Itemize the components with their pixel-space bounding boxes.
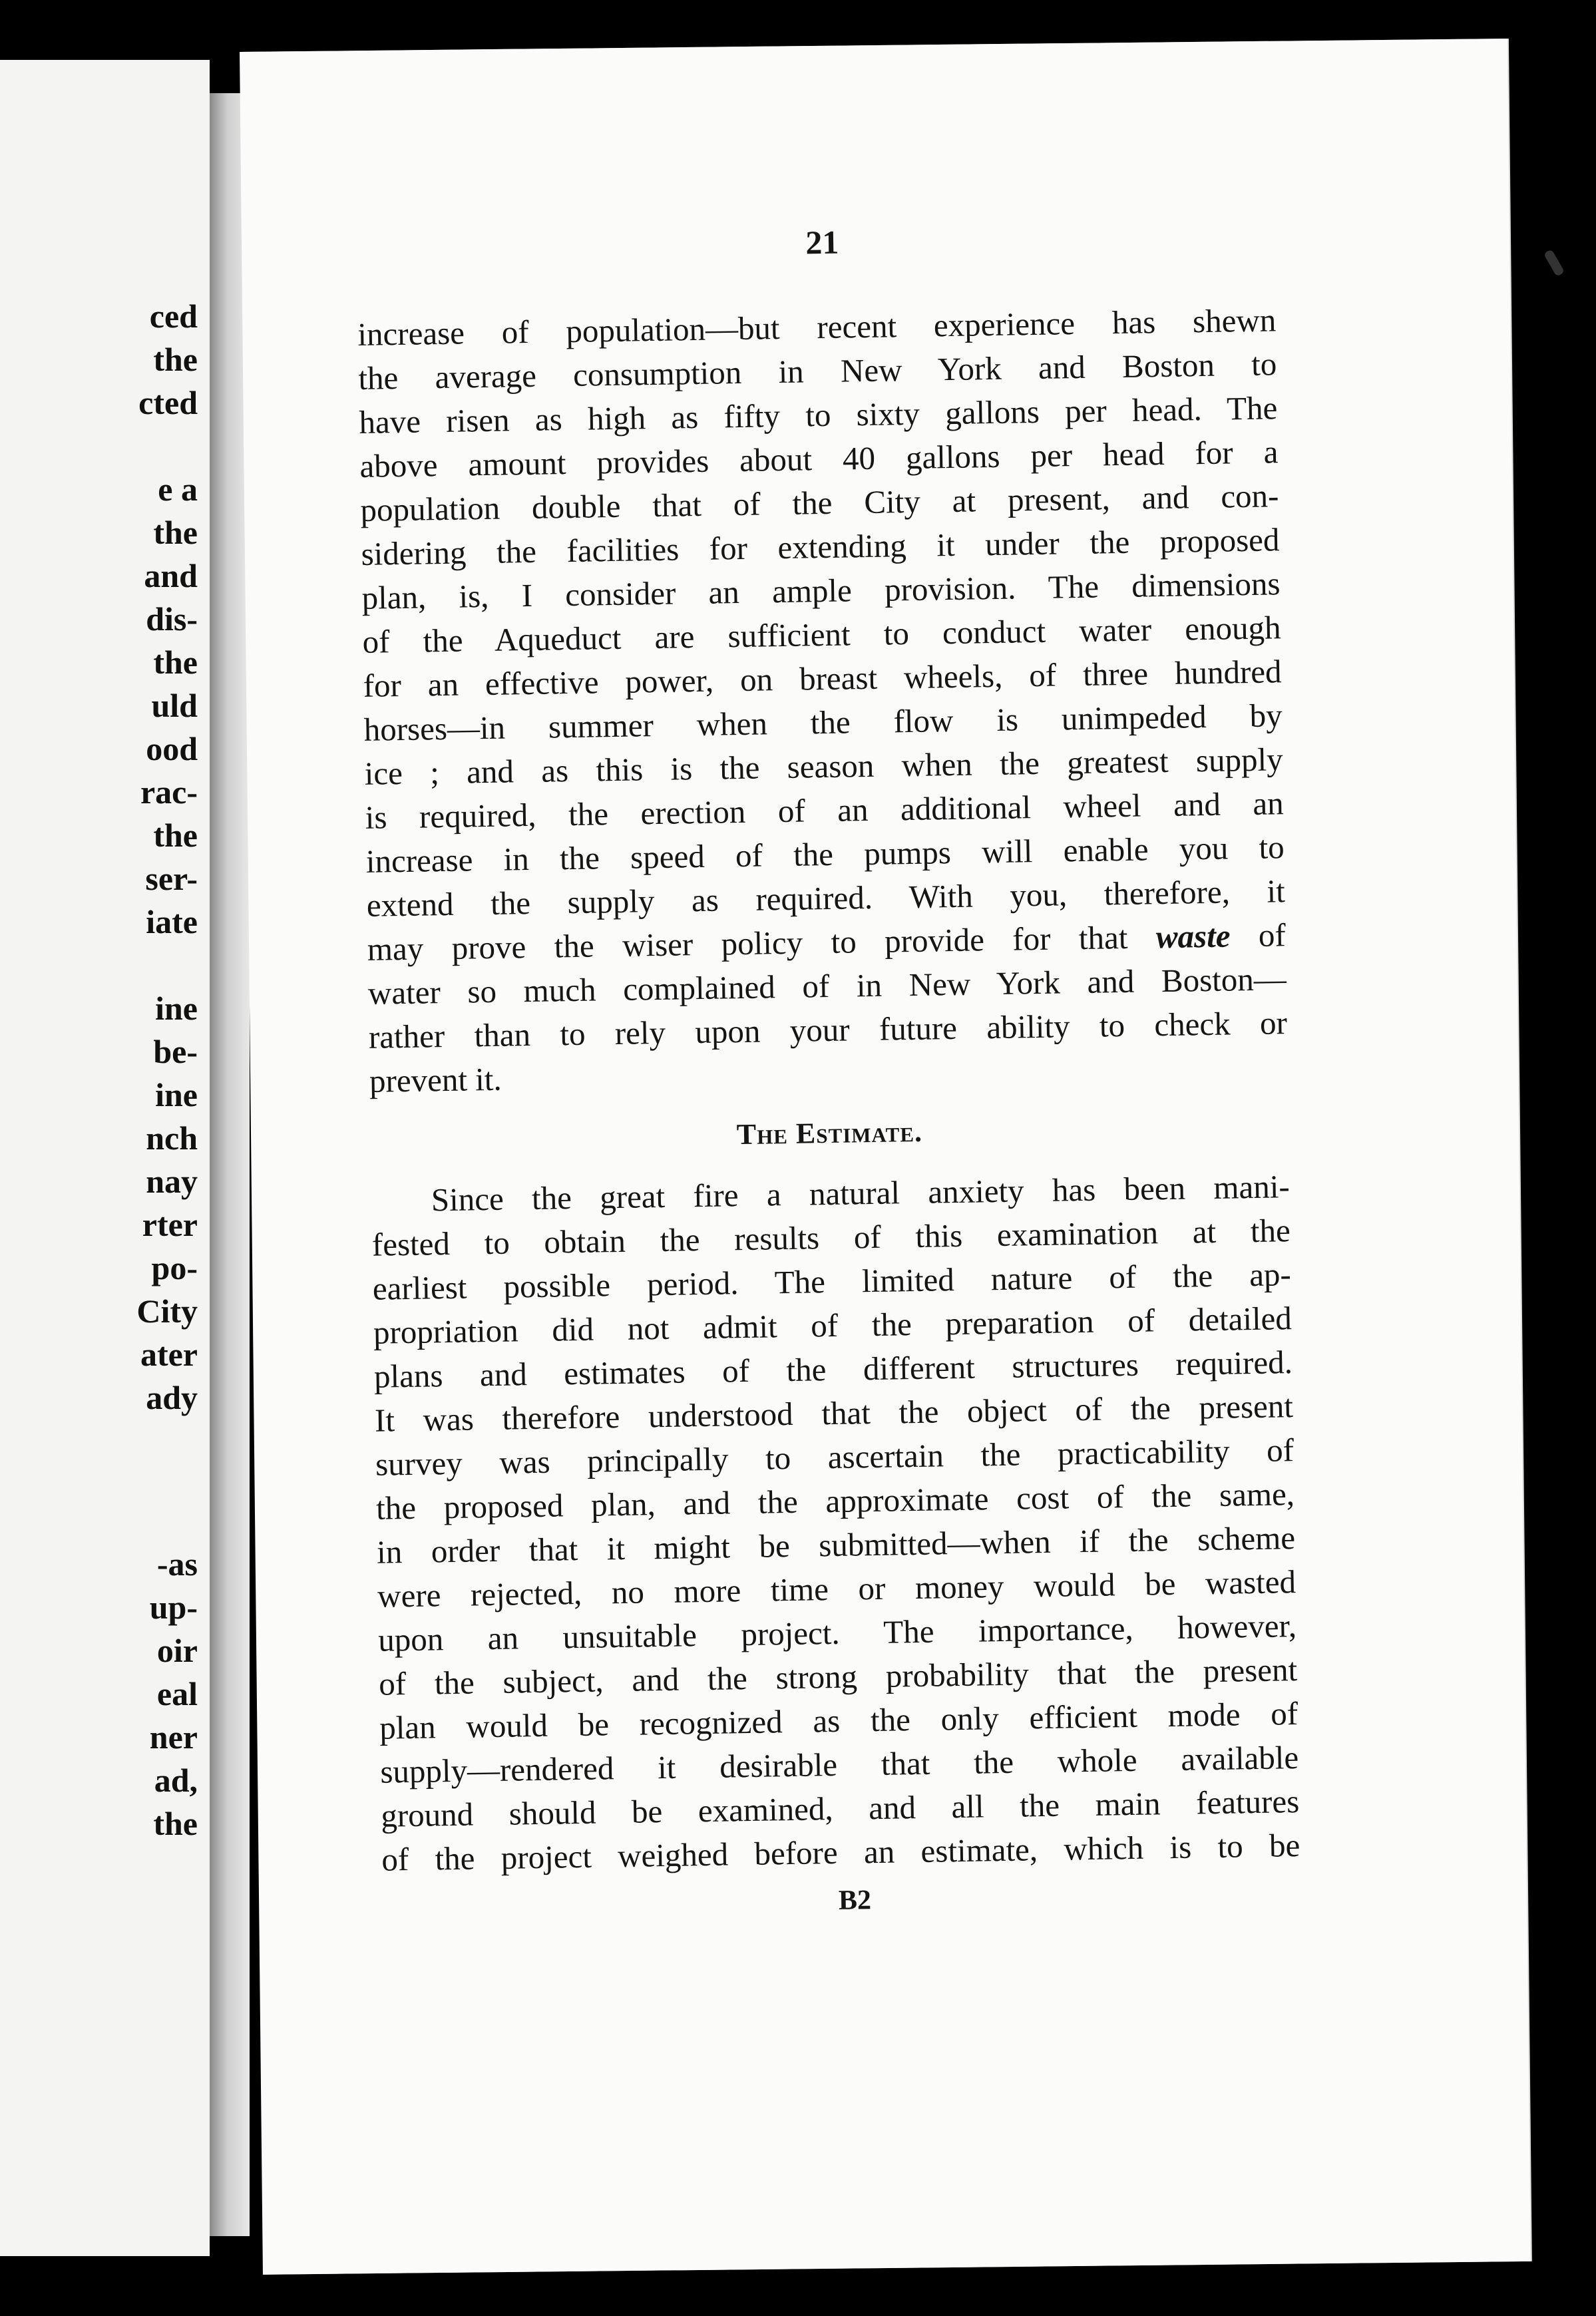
text-line: earliest possible period. The limited nature of the ap- [372, 1256, 1292, 1307]
text-line: in order that it might be submitted—when if the scheme [376, 1519, 1296, 1571]
left-page-fragment: uld [151, 687, 198, 724]
text-run: may prove the wiser policy to provide for that [367, 918, 1157, 968]
text-line: increase of population—but recent experience has shewn [357, 301, 1277, 353]
left-page-fragment: nch [146, 1119, 198, 1157]
left-page-fragment: the [153, 817, 198, 854]
text-line: upon an unsuitable project. The importance, however, [377, 1607, 1297, 1658]
text-line: propriation did not admit of the preparation of detailed [373, 1300, 1293, 1351]
text-line: water so much complained of in New York and Boston— [367, 960, 1287, 1012]
left-page-fragment: ater [140, 1336, 198, 1373]
text-line: ground should be examined, and all the main features [380, 1783, 1300, 1834]
left-page-fragment: iate [146, 903, 198, 940]
text-line: population double that of the City at present, and con- [360, 477, 1279, 528]
left-page-text-fragments [0, 0, 210, 2316]
left-page-fragment: the [153, 341, 198, 378]
text-line: sidering the facilities for extending it under the proposed [361, 521, 1280, 572]
left-page-fragment: rac- [140, 773, 198, 811]
text-line: fested to obtain the results of this examination at the [371, 1212, 1291, 1263]
text-line: the average consumption in New York and Boston to [358, 345, 1277, 397]
left-page-fragment: cted [138, 384, 198, 421]
text-line: extend the supply as required. With you, therefore, it [366, 872, 1286, 924]
page-content [356, 218, 1301, 1921]
left-page-fragment: and [144, 557, 198, 594]
text-line: for an effective power, on breast wheels, of three hundred [363, 653, 1282, 704]
left-page-fragment: e a [158, 471, 198, 508]
section-heading-text: The Estimate. [736, 1115, 923, 1151]
left-page-fragment: dis- [146, 600, 198, 638]
text-line: increase in the speed of the pumps will enable you to [365, 829, 1285, 880]
text-line: survey was principally to ascertain the practicability of [375, 1432, 1295, 1483]
text-line: plan, is, I consider an ample provision. The dimensions [361, 565, 1281, 616]
text-line: It was therefore understood that the object of the present [374, 1388, 1294, 1439]
text-line: of the project weighed before an estimate, which is to be [381, 1827, 1300, 1878]
text-line: the proposed plan, and the approximate cost of the same, [375, 1475, 1295, 1527]
text-line: were rejected, no more time or money would be wasted [377, 1563, 1297, 1615]
left-page-fragment: up- [149, 1589, 198, 1626]
left-page-fragment: oir [156, 1632, 198, 1669]
text-line: above amount provides about 40 gallons per head for a [359, 433, 1279, 484]
left-page-fragment: rter [142, 1206, 198, 1243]
text-line: supply—rendered it desirable that the whole available [379, 1739, 1299, 1790]
page-number: 21 [805, 223, 839, 262]
text-line: is required, the erection of an additional wheel and an [365, 785, 1285, 836]
left-page-fragment: ad, [154, 1762, 198, 1799]
text-line: of the Aqueduct are sufficient to conduct water enough [362, 609, 1281, 660]
left-page-fragment: the [153, 1805, 198, 1842]
left-page-fragment: ady [146, 1379, 198, 1416]
paragraph-continued [357, 298, 1288, 1103]
left-page-fragment: eal [156, 1675, 198, 1712]
left-page-fragment: City [136, 1292, 198, 1330]
text-line: plan would be recognized as the only efficient mode of [379, 1695, 1298, 1746]
left-page-fragment: the [153, 514, 198, 551]
left-page-fragment: ine [155, 990, 198, 1027]
left-page-fragment: nay [146, 1163, 198, 1200]
text-run: of [1230, 916, 1287, 954]
paragraph [371, 1165, 1300, 1882]
emphasis-word: waste [1155, 917, 1231, 956]
left-page-fragment: ser- [145, 860, 198, 897]
dust-speck [1543, 249, 1565, 277]
section-heading [370, 1111, 1289, 1155]
left-page-fragment: ced [149, 297, 198, 335]
left-page-fragment: ine [155, 1076, 198, 1113]
left-page-fragment: the [153, 644, 198, 681]
text-line: have risen as high as fifty to sixty gallons per head. The [359, 389, 1278, 441]
text-line: prevent it. [369, 1060, 502, 1099]
text-line: horses—in summer when the flow is unimpeded by [363, 697, 1283, 748]
text-line: of the subject, and the strong probability that the present [378, 1651, 1298, 1702]
signature-mark: B2 [838, 1885, 872, 1916]
left-page-fragment: -as [156, 1545, 198, 1583]
text-line: plans and estimates of the different structures required. [373, 1344, 1293, 1395]
left-page-fragment: po- [151, 1249, 198, 1286]
left-page-fragment: ood [146, 730, 198, 767]
text-line: Since the great fire a natural anxiety has been mani- [431, 1168, 1291, 1219]
text-line: ice ; and as this is the season when the greatest supply [364, 741, 1284, 792]
text-line: rather than to rely upon your future ability to check or [368, 1004, 1288, 1056]
left-page-fragment: be- [153, 1033, 198, 1070]
left-page-fragment: ner [149, 1718, 198, 1756]
